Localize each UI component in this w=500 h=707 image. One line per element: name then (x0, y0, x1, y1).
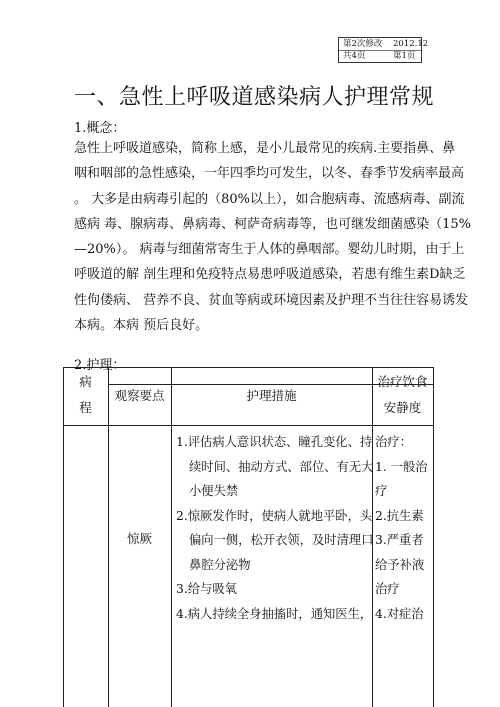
total-pages: 共4页 (343, 51, 366, 61)
paragraph-line: 性佝偻病、 营养不良、贫血等病或环境因素及护理不当往往容易诱发 (74, 292, 469, 308)
paragraph-line: 。 大多是由病毒引起的（80%以上），如合胞病毒、流感病毒、副流 (74, 191, 465, 207)
header-treatment: 治疗饮食 安静度 (377, 374, 428, 415)
paragraph-line: —20%）。 病毒与细菌常寄生于人体的鼻咽部。婴幼儿时期，由于上 (74, 242, 465, 258)
concept-paragraph (74, 136, 472, 338)
paragraph-line: 感病 毒、腺病毒、鼻病毒、柯萨奇病毒等，也可继发细菌感染（15% (74, 216, 472, 232)
revision-number: 第2次修改 (343, 39, 383, 49)
header-bottom-line (63, 425, 434, 426)
care-heading: 2.护理： (74, 358, 126, 373)
concept-heading: 1.概念： (74, 121, 126, 136)
header-observation: 观察要点 (114, 388, 165, 403)
paragraph-line: 咽和咽部的急性感染，一年四季均可发生，以冬、春季节发病率最高 (74, 166, 465, 182)
header-measures: 护理措施 (246, 388, 297, 403)
observation-cell: 惊厥 (126, 531, 152, 546)
paragraph-line: 急性上呼吸道感染，简称上感，是小儿最常见的疾病.主要指鼻、鼻 (74, 141, 456, 156)
measures-cell: 1.评估病人意识状态、瞳孔变化、持 续时间、抽动方式、部位、有无大 小便失禁 2.惊厥发作时，使病人就地平卧，头 偏向一侧，松开衣领，及时清理口 鼻腔分泌物 3.给与吸氧 4.病人持续全身抽搐时，通知医生， (176, 435, 374, 621)
page-number: 第1页 (393, 51, 416, 61)
table-border-top (63, 367, 434, 368)
care-table (63, 367, 434, 707)
revision-box (338, 37, 429, 63)
paragraph-line: 呼吸道的解 剖生理和免疫特点易患呼吸道感染，若患有维生素D缺乏 (74, 267, 466, 283)
header-stage: 病 程 (79, 374, 92, 415)
treatment-cell: 治疗： 1. 一般治 疗 2.抗生素 3.严重者 给予补液 治疗 4.对症治 (375, 435, 428, 621)
document-title: 一、急性上呼吸道感染病人护理常规 (74, 85, 435, 110)
revision-date: 2012.12 (393, 39, 429, 49)
table-border-right (433, 367, 434, 707)
paragraph-line: 本病。本病 预后良好。 (74, 318, 209, 334)
column-divider (171, 367, 172, 707)
